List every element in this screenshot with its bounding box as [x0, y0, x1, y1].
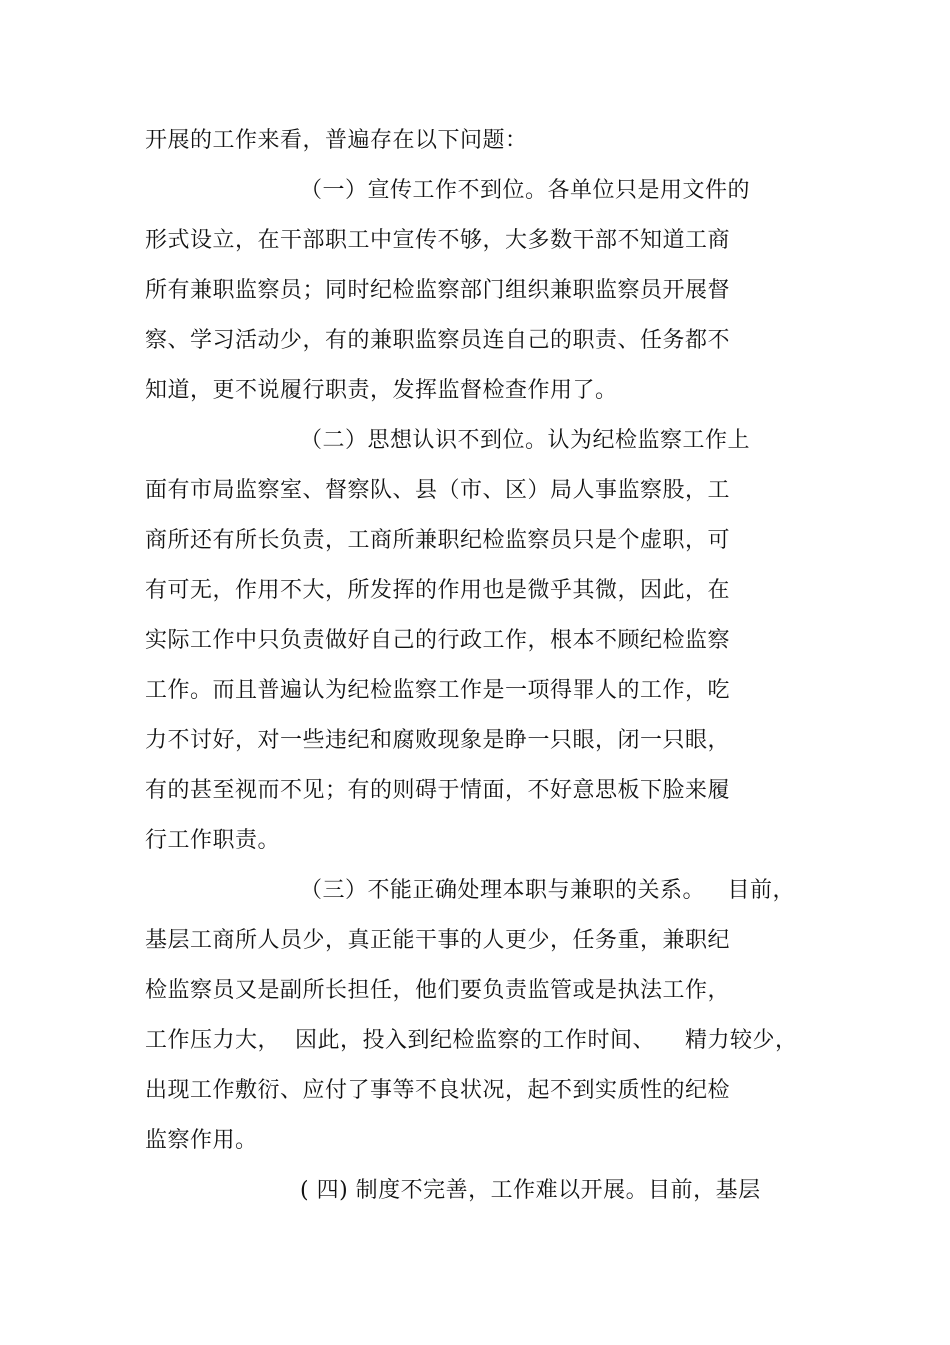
- text-line-21: 监察作用。: [145, 1128, 258, 1153]
- text-line-4: 所有兼职监察员；同时纪检监察部门组织兼职监察员开展督: [145, 278, 731, 303]
- text-line-8: 面有市局监察室、督察队、县（市、区）局人事监察股，工: [145, 478, 731, 503]
- text-line-3: 形式设立，在干部职工中宣传不够，大多数干部不知道工商: [145, 228, 731, 253]
- text-line-18: 检监察员又是副所长担任，他们要负责监管或是执法工作，: [145, 978, 731, 1003]
- text-line-15: 行工作职责。: [145, 828, 281, 853]
- text-line-14: 有的甚至视而不见；有的则碍于情面，不好意思板下脸来履: [145, 778, 731, 803]
- text-line-19: 工作压力大， 因此，投入到纪检监察的工作时间、 精力较少，: [145, 1028, 798, 1053]
- text-line-2: （一）宣传工作不到位。各单位只是用文件的: [300, 178, 751, 203]
- text-line-9: 商所还有所长负责，工商所兼职纪检监察员只是个虚职，可: [145, 528, 731, 553]
- text-line-22: ( 四) 制度不完善，工作难以开展。目前，基层: [300, 1178, 761, 1203]
- text-line-10: 有可无，作用不大，所发挥的作用也是微乎其微，因此，在: [145, 578, 731, 603]
- text-line-17: 基层工商所人员少，真正能干事的人更少，任务重，兼职纪: [145, 928, 731, 953]
- text-line-16: （三）不能正确处理本职与兼职的关系。 目前，: [300, 878, 795, 903]
- text-line-11: 实际工作中只负责做好自己的行政工作，根本不顾纪检监察: [145, 628, 731, 653]
- text-line-20: 出现工作敷衍、应付了事等不良状况，起不到实质性的纪检: [145, 1078, 731, 1103]
- text-line-6: 知道，更不说履行职责，发挥监督检查作用了。: [145, 378, 618, 403]
- text-line-1: 开展的工作来看，普遍存在以下问题：: [145, 128, 528, 153]
- text-line-12: 工作。而且普遍认为纪检监察工作是一项得罪人的工作，吃: [145, 678, 731, 703]
- text-line-7: （二）思想认识不到位。认为纪检监察工作上: [300, 428, 751, 453]
- text-line-13: 力不讨好，对一些违纪和腐败现象是睁一只眼，闭一只眼，: [145, 728, 731, 753]
- text-line-5: 察、学习活动少，有的兼职监察员连自己的职责、任务都不: [145, 328, 731, 353]
